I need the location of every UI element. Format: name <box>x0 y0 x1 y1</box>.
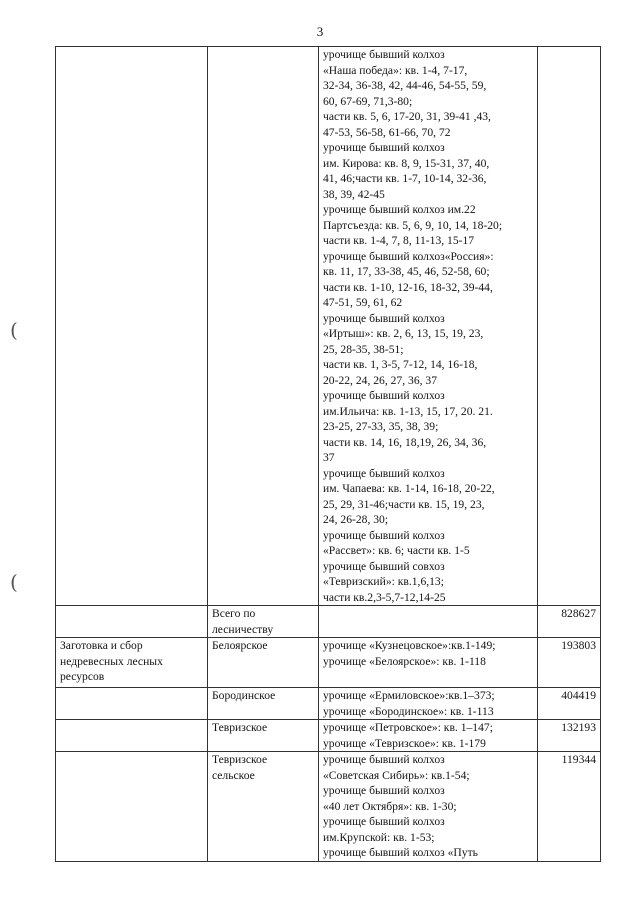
locations-line: 37 <box>323 451 335 464</box>
locations-line: «Наша победа»: кв. 1-4, 7-17, <box>323 63 468 77</box>
locations-line: 47-53, 56-58, 61-66, 70, 72 <box>323 125 451 139</box>
forestry-line: лесничеству <box>212 622 274 636</box>
activity-cell <box>56 638 208 688</box>
locations-cell <box>319 47 538 606</box>
activity-cell <box>56 720 208 752</box>
area-cell: 193803 <box>538 638 601 688</box>
locations-line: урочище бывший колхоз <box>323 389 445 402</box>
locations-line: «Иртыш»: кв. 2, 6, 13, 15, 19, 23, <box>323 327 484 340</box>
locations-line: Партсъезда: кв. 5, 6, 9, 10, 14, 18-20; <box>323 218 503 232</box>
forestry-cell <box>208 688 319 720</box>
forestry-cell <box>208 638 319 688</box>
table-body <box>56 47 601 862</box>
locations-cell <box>319 752 538 862</box>
locations-line: урочище бывший колхоз«Россия»: <box>323 249 494 263</box>
activity-cell <box>56 47 208 606</box>
locations-line: урочище бывший колхоз <box>323 815 445 828</box>
locations-line: урочище бывший колхоз <box>323 141 445 154</box>
locations-line: 32-34, 36-38, 42, 44-46, 54-55, 59, <box>323 79 487 92</box>
page-number: 3 <box>316 24 324 39</box>
forestry-table <box>55 46 601 862</box>
activity-line: ресурсов <box>60 670 105 683</box>
locations-cell <box>319 606 538 638</box>
margin-mark: ( <box>10 318 18 342</box>
locations-line: урочище бывший колхоз <box>323 753 445 766</box>
locations-line: урочище бывший колхоз <box>323 784 445 797</box>
activity-cell <box>56 606 208 638</box>
locations-line: урочище бывший колхоз <box>323 466 445 480</box>
locations-line: им.Ильича: кв. 1-13, 15, 17, 20. 21. <box>323 404 493 418</box>
locations-line: урочище бывший колхоз <box>323 48 445 61</box>
table-row <box>56 638 601 688</box>
locations-line: части кв. 1, 3-5, 7-12, 14, 16-18, <box>323 358 478 371</box>
locations-line: им. Кирова: кв. 8, 9, 15-31, 37, 40, <box>323 156 490 170</box>
margin-mark: ( <box>10 570 18 594</box>
locations-line: урочище «Тевризское»: кв. 1-179 <box>323 736 486 750</box>
table-row <box>56 688 601 720</box>
locations-line: им. Чапаева: кв. 1-14, 16-18, 20-22, <box>323 482 495 495</box>
locations-cell <box>319 688 538 720</box>
table-row <box>56 720 601 752</box>
area-cell: 132193 <box>538 720 601 752</box>
locations-line: кв. 11, 17, 33-38, 45, 46, 52-58, 60; <box>323 265 490 278</box>
locations-line: части кв.2,3-5,7-12,14-25 <box>323 590 446 604</box>
table-row <box>56 47 601 606</box>
activity-line: Заготовка и сбор <box>60 639 143 652</box>
locations-cell <box>319 720 538 752</box>
locations-line: «Тевризский»: кв.1,6,13; <box>323 575 444 588</box>
activity-cell <box>56 688 208 720</box>
forestry-cell <box>208 606 319 638</box>
locations-line: 47-51, 59, 61, 62 <box>323 296 403 309</box>
locations-line: «40 лет Октября»: кв. 1-30; <box>323 799 457 813</box>
forestry-line: сельское <box>212 768 255 782</box>
locations-line: урочище «Кузнецовское»:кв.1-149; <box>323 639 496 652</box>
locations-line: части кв. 14, 16, 18,19, 26, 34, 36, <box>323 435 487 449</box>
activity-cell <box>56 752 208 862</box>
locations-line: части кв. 1-10, 12-16, 18-32, 39-44, <box>323 280 493 294</box>
locations-line: 38, 39, 42-45 <box>323 187 385 201</box>
forestry-line: Белоярское <box>212 639 268 652</box>
table-row <box>56 606 601 638</box>
area-cell: 828627 <box>538 606 601 638</box>
locations-cell <box>319 638 538 688</box>
locations-line: урочище бывший совхоз <box>323 559 445 573</box>
locations-line: урочище «Белоярское»: кв. 1-118 <box>323 654 486 668</box>
locations-line: части кв. 1-4, 7, 8, 11-13, 15-17 <box>323 234 475 247</box>
locations-line: урочище «Ермиловское»:кв.1–373; <box>323 689 495 702</box>
table-row <box>56 752 601 862</box>
locations-line: урочище бывший колхоз <box>323 528 445 542</box>
forestry-line: Тевризское <box>212 753 268 766</box>
locations-line: 23-25, 27-33, 35, 38, 39; <box>323 420 439 433</box>
forestry-line: Тевризское <box>212 721 268 734</box>
locations-line: урочище «Бородинское»: кв. 1-113 <box>323 704 494 718</box>
locations-line: урочище «Петровское»: кв. 1–147; <box>323 721 493 734</box>
forestry-cell <box>208 720 319 752</box>
locations-line: 25, 29, 31-46;части кв. 15, 19, 23, <box>323 497 485 511</box>
area-cell: 404419 <box>538 688 601 720</box>
locations-line: 20-22, 24, 26, 27, 36, 37 <box>323 373 438 387</box>
locations-line: урочище бывший колхоз <box>323 311 445 325</box>
area-cell: 119344 <box>538 752 601 862</box>
locations-line: 41, 46;части кв. 1-7, 10-14, 32-36, <box>323 172 487 185</box>
forestry-line: Всего по <box>212 607 256 620</box>
locations-line: 25, 28-35, 38-51; <box>323 342 404 356</box>
locations-line: 24, 26-28, 30; <box>323 513 389 526</box>
forestry-cell <box>208 47 319 606</box>
forestry-line: Бородинское <box>212 689 276 702</box>
locations-line: «Рассвет»: кв. 6; части кв. 1-5 <box>323 544 470 557</box>
locations-line: им.Крупской: кв. 1-53; <box>323 830 435 844</box>
locations-line: «Советская Сибирь»: кв.1-54; <box>323 768 470 782</box>
locations-line: 60, 67-69, 71,3-80; <box>323 94 413 108</box>
locations-line: урочище бывший колхоз «Путь <box>323 846 478 859</box>
locations-line: урочище бывший колхоз им.22 <box>323 203 476 216</box>
locations-line: части кв. 5, 6, 17-20, 31, 39-41 ,43, <box>323 110 491 123</box>
activity-line: недревесных лесных <box>60 654 163 668</box>
area-cell <box>538 47 601 606</box>
forestry-cell <box>208 752 319 862</box>
